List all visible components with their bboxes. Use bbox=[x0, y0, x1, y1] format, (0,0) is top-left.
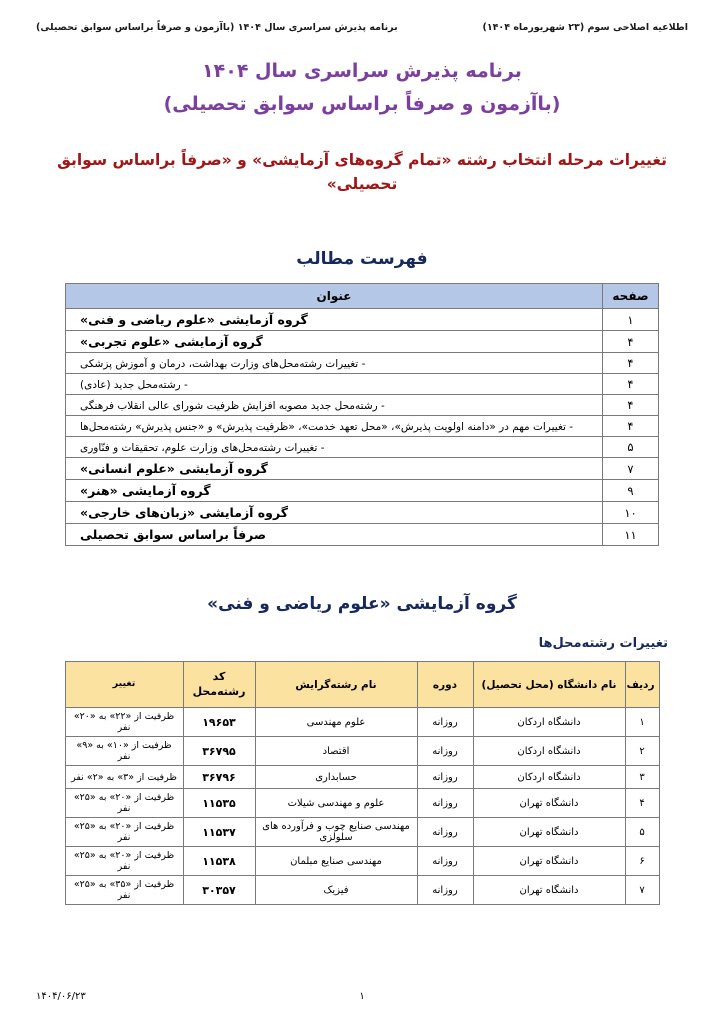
table-row bbox=[65, 708, 659, 737]
cell-change: ظرفیت از «۲۰» به «۲۵» نفر bbox=[65, 847, 183, 876]
toc-header-row bbox=[66, 284, 659, 309]
cell-university: دانشگاه اردکان bbox=[473, 708, 625, 737]
toc-row-title-text: گروه آزمایشی «علوم انسانی» bbox=[80, 461, 268, 477]
toc-row bbox=[66, 502, 659, 524]
cell-dore: روزانه bbox=[417, 876, 473, 905]
cell-change: ظرفیت از «۲۰» به «۲۵» نفر bbox=[65, 789, 183, 818]
changes-table bbox=[65, 661, 660, 905]
toc-row-page: ۴ bbox=[603, 331, 659, 353]
cell-code: ۳۰۳۵۷ bbox=[183, 876, 255, 905]
toc-row bbox=[66, 437, 659, 458]
toc-row bbox=[66, 458, 659, 480]
cell-dore: روزانه bbox=[417, 789, 473, 818]
cell-rashte: اقتصاد bbox=[255, 737, 417, 766]
toc-row-page: ۴ bbox=[603, 353, 659, 374]
toc-row bbox=[66, 353, 659, 374]
cell-university: دانشگاه تهران bbox=[473, 876, 625, 905]
cell-change: ظرفیت از «۲۰» به «۲۵» نفر bbox=[65, 818, 183, 847]
toc-row-title bbox=[66, 331, 603, 353]
toc-row-title-text: گروه آزمایشی «علوم تجربی» bbox=[80, 334, 263, 350]
cell-radif: ۱ bbox=[625, 708, 659, 737]
col-university: نام دانشگاه (محل تحصیل) bbox=[473, 662, 625, 708]
toc-row bbox=[66, 309, 659, 331]
cell-change: ظرفیت از «۳» به «۲» نفر bbox=[65, 766, 183, 789]
section-sub-heading: تغییرات رشته‌محل‌ها bbox=[538, 636, 668, 652]
footer-page-number: ۱ bbox=[359, 991, 365, 1002]
toc-row-title-text: گروه آزمایشی «هنر» bbox=[80, 483, 211, 499]
document-title-line2: (باآزمون و صرفاً براساس سوابق تحصیلی) bbox=[163, 93, 561, 116]
document-title bbox=[0, 55, 724, 122]
toc-row-title-text: - رشته‌محل جدید مصوبه افزایش ظرفیت شورای عالی انقلاب فرهنگی bbox=[80, 399, 385, 412]
cell-code: ۱۱۵۳۷ bbox=[183, 818, 255, 847]
toc-row bbox=[66, 331, 659, 353]
toc-row-title-text: گروه آزمایشی «زبان‌های خارجی» bbox=[80, 505, 288, 521]
toc-row-title bbox=[66, 353, 603, 374]
toc-row-page: ۱۰ bbox=[603, 502, 659, 524]
running-header bbox=[0, 0, 724, 33]
changes-header-row bbox=[65, 662, 659, 708]
toc-row-page: ۴ bbox=[603, 416, 659, 437]
cell-university: دانشگاه تهران bbox=[473, 847, 625, 876]
cell-university: دانشگاه تهران bbox=[473, 789, 625, 818]
col-code bbox=[183, 662, 255, 708]
header-right-text: برنامه پذیرش سراسری سال ۱۴۰۴ (باآزمون و صرفاً براساس سوابق تحصیلی) bbox=[36, 22, 398, 33]
toc-row-title bbox=[66, 395, 603, 416]
cell-code: ۱۱۵۳۸ bbox=[183, 847, 255, 876]
toc-body bbox=[66, 309, 659, 546]
toc-row bbox=[66, 416, 659, 437]
toc-row-title bbox=[66, 437, 603, 458]
toc-row-page: ۱۱ bbox=[603, 524, 659, 546]
cell-rashte: مهندسی صنایع چوب و فرآورده های سلولزی bbox=[255, 818, 417, 847]
table-of-contents bbox=[65, 283, 659, 546]
toc-row-page: ۹ bbox=[603, 480, 659, 502]
toc-row bbox=[66, 395, 659, 416]
document-footer bbox=[0, 991, 724, 1002]
cell-rashte: علوم مهندسی bbox=[255, 708, 417, 737]
cell-change: ظرفیت از «۳۵» به «۲۵» نفر bbox=[65, 876, 183, 905]
section-heading: گروه آزمایشی «علوم ریاضی و فنی» bbox=[207, 594, 517, 615]
table-row bbox=[65, 847, 659, 876]
toc-row bbox=[66, 374, 659, 395]
toc-row-page: ۴ bbox=[603, 395, 659, 416]
cell-dore: روزانه bbox=[417, 818, 473, 847]
cell-rashte: فیزیک bbox=[255, 876, 417, 905]
toc-row-title-text: - تغییرات رشته‌محل‌های وزارت علوم، تحقیقات و فنّاوری bbox=[80, 441, 325, 454]
cell-university: دانشگاه تهران bbox=[473, 818, 625, 847]
col-code-line1: کد bbox=[212, 669, 226, 683]
cell-university: دانشگاه اردکان bbox=[473, 737, 625, 766]
table-row bbox=[65, 789, 659, 818]
cell-code: ۳۶۷۹۵ bbox=[183, 737, 255, 766]
toc-row-title-text: گروه آزمایشی «علوم ریاضی و فنی» bbox=[80, 312, 308, 328]
red-subtitle: تغییرات مرحله انتخاب رشته «تمام گروه‌های آزمایشی» و «صرفاً براساس سوابق تحصیلی» bbox=[57, 150, 667, 194]
cell-dore: روزانه bbox=[417, 708, 473, 737]
table-row bbox=[65, 818, 659, 847]
toc-row-page: ۷ bbox=[603, 458, 659, 480]
toc-row-title bbox=[66, 374, 603, 395]
footer-date: ۱۴۰۴/۰۶/۲۳ bbox=[36, 991, 86, 1002]
toc-row-page: ۱ bbox=[603, 309, 659, 331]
cell-university: دانشگاه اردکان bbox=[473, 766, 625, 789]
toc-heading: فهرست مطالب bbox=[296, 249, 428, 270]
col-rashte: نام رشته‌گرایش bbox=[255, 662, 417, 708]
col-radif: ردیف bbox=[625, 662, 659, 708]
toc-row-page: ۴ bbox=[603, 374, 659, 395]
document-title-line1: برنامه پذیرش سراسری سال ۱۴۰۴ bbox=[202, 60, 522, 82]
toc-row-title-text: - تغییرات رشته‌محل‌های وزارت بهداشت، درمان و آموزش پزشکی bbox=[80, 357, 366, 370]
table-row bbox=[65, 876, 659, 905]
cell-change: ظرفیت از «۱۰» به «۹» نفر bbox=[65, 737, 183, 766]
cell-radif: ۷ bbox=[625, 876, 659, 905]
table-row bbox=[65, 737, 659, 766]
header-left-text: اطلاعیه اصلاحی سوم (۲۳ شهریورماه ۱۴۰۴) bbox=[482, 22, 688, 33]
toc-row-title bbox=[66, 458, 603, 480]
toc-row-title-text: - رشته‌محل جدید (عادی) bbox=[80, 378, 188, 391]
col-dore: دوره bbox=[417, 662, 473, 708]
col-code-line2: رشته‌محل bbox=[192, 684, 246, 698]
toc-row-title-text: - تغییرات مهم در «دامنه اولویت پذیرش»، «محل تعهد خدمت»، «ظرفیت پذیرش» و «جنس پذیرش» رشته‌محل‌ها bbox=[80, 420, 574, 433]
cell-change: ظرفیت از «۲۲» به «۲۰» نفر bbox=[65, 708, 183, 737]
toc-row-title bbox=[66, 309, 603, 331]
toc-row bbox=[66, 524, 659, 546]
toc-col-page: صفحه bbox=[603, 284, 659, 309]
cell-code: ۱۹۶۵۳ bbox=[183, 708, 255, 737]
cell-rashte: حسابداری bbox=[255, 766, 417, 789]
cell-code: ۱۱۵۳۵ bbox=[183, 789, 255, 818]
col-change: تغییر bbox=[65, 662, 183, 708]
cell-radif: ۴ bbox=[625, 789, 659, 818]
cell-radif: ۲ bbox=[625, 737, 659, 766]
cell-radif: ۳ bbox=[625, 766, 659, 789]
toc-row-title bbox=[66, 524, 603, 546]
toc-row-title bbox=[66, 480, 603, 502]
toc-row bbox=[66, 480, 659, 502]
toc-row-title-text: صرفاً براساس سوابق تحصیلی bbox=[80, 527, 267, 543]
toc-row-title bbox=[66, 502, 603, 524]
cell-rashte: مهندسی صنایع مبلمان bbox=[255, 847, 417, 876]
cell-radif: ۶ bbox=[625, 847, 659, 876]
changes-body bbox=[65, 708, 659, 905]
cell-code: ۳۶۷۹۶ bbox=[183, 766, 255, 789]
toc-col-title: عنوان bbox=[66, 284, 603, 309]
cell-rashte: علوم و مهندسی شیلات bbox=[255, 789, 417, 818]
cell-dore: روزانه bbox=[417, 847, 473, 876]
cell-radif: ۵ bbox=[625, 818, 659, 847]
cell-dore: روزانه bbox=[417, 737, 473, 766]
cell-dore: روزانه bbox=[417, 766, 473, 789]
toc-row-title bbox=[66, 416, 603, 437]
toc-row-page: ۵ bbox=[603, 437, 659, 458]
table-row bbox=[65, 766, 659, 789]
